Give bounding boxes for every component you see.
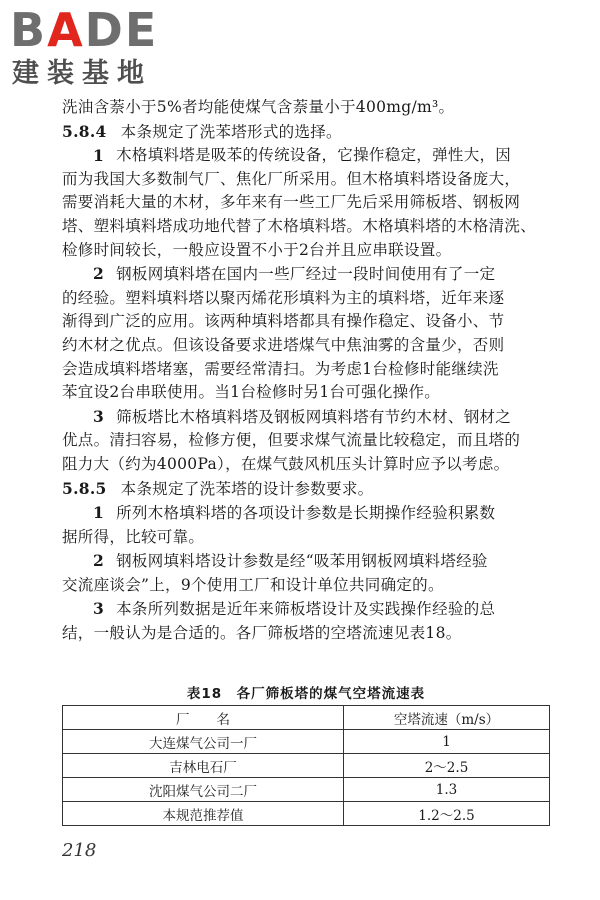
table-cell: 本规范推荐值: [63, 802, 344, 826]
paragraph-line: 阻力大（约为4000Pa），在煤气鼓风机压头计算时应予以考虑。: [62, 454, 510, 473]
paragraph-line: 约木材之优点。但该设备要求进塔煤气中焦油雾的含量少，否则: [62, 335, 505, 354]
paragraph-line: 据所得，比较可靠。: [62, 527, 205, 546]
table-cell: 1.2～2.5: [344, 802, 550, 826]
paragraph-line: 交流座谈会”上，9个使用工厂和设计单位共同确定的。: [62, 575, 444, 594]
table-row: [63, 754, 550, 778]
item-number: 2: [93, 264, 105, 284]
item-number: 2: [93, 551, 105, 571]
paragraph-line: 渐得到广泛的应用。该两种填料塔都具有操作稳定、设备小、节: [62, 312, 505, 331]
paragraph-line: 洗油含萘小于5%者均能使煤气含萘量小于400mg/m³。: [62, 98, 455, 116]
item-number: 1: [93, 503, 105, 523]
page-number: 218: [62, 840, 97, 861]
item-number: 3: [93, 406, 105, 426]
section-text: 本条规定了洗苯塔形式的选择。: [120, 122, 342, 141]
paragraph-line: 检修时间较长，一般应设置不小于2台并且应串联设置。: [62, 240, 452, 259]
site-logo: [10, 4, 180, 92]
paragraph-line: 而为我国大多数制气厂、焦化厂所采用。但木格填料塔设备庞大，: [62, 169, 521, 188]
logo-subtitle: 建装基地: [12, 58, 152, 89]
section-heading: [62, 120, 550, 145]
paragraph-line: 会造成填料塔堵塞，需要经常清扫。为考虑1台检修时能继续洗: [62, 359, 499, 378]
paragraph-line: 2 钢板网填料塔在国内一些厂经过一段时间使用有了一定: [93, 264, 496, 284]
paragraph-line: 3 本条所列数据是近年来筛板塔设计及实践操作经验的总: [93, 599, 496, 619]
section-text: 本条规定了洗苯塔的设计参数要求。: [120, 479, 374, 498]
logo-letters-de: DE: [84, 3, 159, 57]
section-number: 5.8.5: [62, 478, 107, 498]
item-number: 3: [93, 599, 105, 619]
logo-brand: [10, 4, 158, 56]
logo-letter-b: B: [10, 3, 48, 57]
table-cell: 沈阳煤气公司二厂: [63, 778, 344, 802]
table-row: [63, 778, 550, 802]
paragraph-line: 3 筛板塔比木格填料塔及钢板网填料塔有节约木材、钢材之: [93, 406, 512, 426]
document-body: [62, 96, 550, 646]
flow-rate-table: [62, 705, 550, 826]
table-header-row: [63, 706, 550, 730]
table-cell: 大连煤气公司一厂: [63, 730, 344, 754]
table-header-cell: 空塔流速（m/s）: [344, 706, 550, 730]
paragraph-line: 2 钢板网填料塔设计参数是经“吸苯用钢板网填料塔经验: [93, 551, 488, 571]
paragraph-line: 优点。清扫容易，检修方便，但要求煤气流量比较稳定，而且塔的: [62, 431, 521, 450]
paragraph-line: 需要消耗大量的木材，多年来有一些工厂先后采用筛板塔、钢板网: [62, 193, 521, 212]
paragraph-line: 塔、塑料填料塔成功地代替了木格填料塔。木格填料塔的木格清洗、: [62, 216, 537, 235]
table-row: [63, 730, 550, 754]
item-number: 1: [93, 146, 105, 166]
paragraph-line: 的经验。塑料填料塔以聚丙烯花形填料为主的填料塔，近年来逐: [62, 288, 505, 307]
table-cell: 2～2.5: [344, 754, 550, 778]
section-heading: [62, 477, 550, 502]
section-number: 5.8.4: [62, 121, 107, 141]
paragraph-line: 1 所列木格填料塔的各项设计参数是长期操作经验积累数: [93, 503, 496, 523]
table-cell: 1.3: [344, 778, 550, 802]
table-cell: 吉林电石厂: [63, 754, 344, 778]
table-header-cell: 厂 名: [63, 706, 344, 730]
paragraph-line: 结，一般认为是合适的。各厂筛板塔的空塔流速见表18。: [62, 624, 462, 643]
table-cell: 1: [344, 730, 550, 754]
paragraph-line: 苯宜设2台串联使用。当1台检修时另1台可强化操作。: [62, 383, 441, 402]
logo-letter-a: A: [47, 3, 85, 57]
table-caption: 表18 各厂筛板塔的煤气空塔流速表: [186, 686, 426, 702]
paragraph-line: 1 木格填料塔是吸苯的传统设备，它操作稳定，弹性大，因: [62, 144, 550, 168]
table-row: [63, 802, 550, 826]
